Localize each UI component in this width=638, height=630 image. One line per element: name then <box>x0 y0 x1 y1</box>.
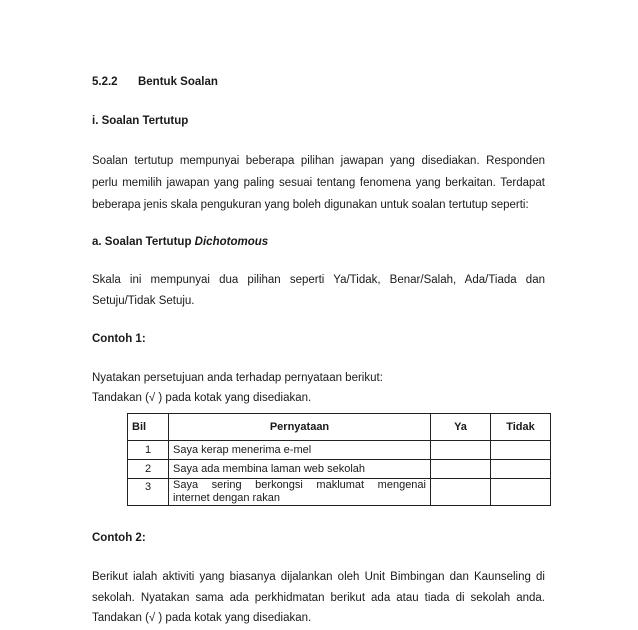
ya-checkbox-cell[interactable] <box>431 479 491 506</box>
example-2-heading: Contoh 2: <box>92 532 146 544</box>
survey-table <box>127 413 551 506</box>
row-statement: Saya kerap menerima e-mel <box>169 441 431 460</box>
tidak-checkbox-cell[interactable] <box>491 441 551 460</box>
header-ya: Ya <box>431 414 491 441</box>
row-number: 1 <box>128 441 169 460</box>
header-bil: Bil <box>128 414 169 441</box>
row-number: 2 <box>128 460 169 479</box>
ya-checkbox-cell[interactable] <box>431 441 491 460</box>
row-statement-line: Saya sering berkongsi maklumat mengenai <box>173 479 426 491</box>
paragraph-line: Soalan tertutup mempunyai beberapa pilihan jawapan yang disediakan. Responden <box>92 155 545 167</box>
tidak-checkbox-cell[interactable] <box>491 479 551 506</box>
paragraph-line: Tandakan (√ ) pada kotak yang disediakan. <box>92 612 312 624</box>
example-1-heading: Contoh 1: <box>92 333 146 345</box>
instruction-line: Tandakan (√ ) pada kotak yang disediakan. <box>92 392 312 404</box>
row-statement: Saya ada membina laman web sekolah <box>169 460 431 479</box>
table-row <box>128 479 551 506</box>
header-tidak: Tidak <box>491 414 551 441</box>
subsection-a-italic: Dichotomous <box>194 236 269 248</box>
paragraph-line: beberapa jenis skala pengukuran yang boleh digunakan untuk soalan tertutup seperti: <box>92 199 529 211</box>
tidak-checkbox-cell[interactable] <box>491 460 551 479</box>
paragraph-line: Setuju/Tidak Setuju. <box>92 295 195 307</box>
table-row <box>128 460 551 479</box>
row-number: 3 <box>128 479 169 506</box>
row-statement-line: internet dengan rakan <box>173 492 281 504</box>
paragraph-line: sekolah. Nyatakan sama ada perkhidmatan berikut ada atau tiada di sekolah anda. <box>92 592 545 604</box>
instruction-line: Nyatakan persetujuan anda terhadap pernyataan berikut: <box>92 372 383 384</box>
subsection-heading: i. Soalan Tertutup <box>92 115 189 127</box>
subsection-a-prefix: a. Soalan Tertutup <box>92 236 192 248</box>
ya-checkbox-cell[interactable] <box>431 460 491 479</box>
section-number: 5.2.2 <box>92 76 118 88</box>
table-header-row <box>128 414 551 441</box>
paragraph-line: Skala ini mempunyai dua pilihan seperti Ya/Tidak, Benar/Salah, Ada/Tiada dan <box>92 274 545 286</box>
row-statement <box>169 479 431 506</box>
paragraph-line: perlu memilih jawapan yang paling sesuai tentang fenomena yang berkaitan. Terdapat <box>92 177 545 189</box>
section-title: Bentuk Soalan <box>137 76 218 88</box>
section-heading <box>92 76 218 88</box>
subsection-a-heading <box>92 236 268 248</box>
paragraph-line: Berikut ialah aktiviti yang biasanya dijalankan oleh Unit Bimbingan dan Kaunseling di <box>92 571 545 583</box>
header-pernyataan: Pernyataan <box>169 414 431 441</box>
table-row <box>128 441 551 460</box>
